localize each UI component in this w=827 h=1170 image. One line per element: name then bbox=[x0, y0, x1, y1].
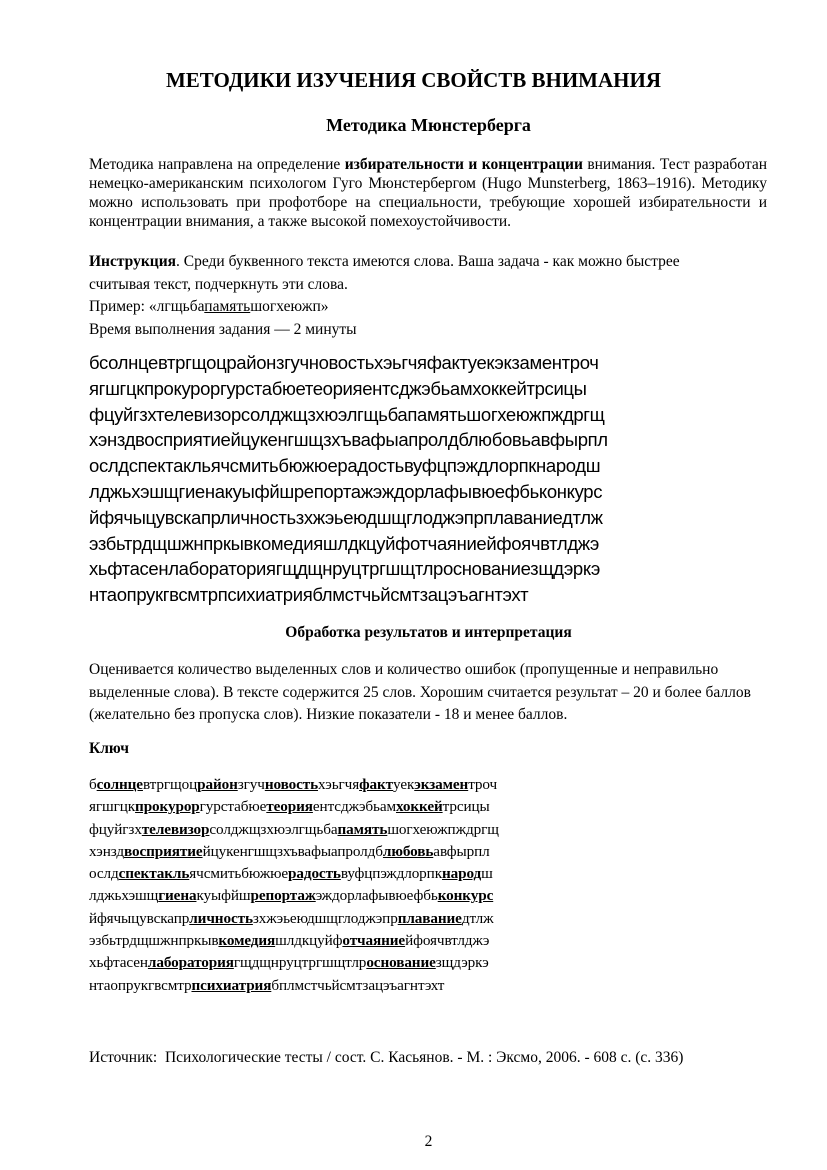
example-line bbox=[89, 296, 769, 319]
key-word: теория bbox=[266, 798, 313, 816]
intro-bold-phrase: избирательности и концентрации bbox=[344, 156, 583, 173]
key-filler: втргщоц bbox=[142, 776, 198, 793]
intro-text-after: внимания. Тест разработан немецко-американским психологом Гуго Мюнстербергом (Hugo Munsterberg, 1863–1916). Методику можно использовать при профотборе на специальности, требующие хорошей избирательности и концентрации внимания, а также высокой помехоустойчивости. bbox=[89, 156, 767, 230]
letter-grid-row: нтаопрукгвсмтрпсихиатрияблмстчьйсмтзацэъагнтэхт bbox=[89, 584, 529, 606]
key-filler: троч bbox=[468, 776, 498, 793]
key-word: народ bbox=[442, 865, 482, 883]
results-paragraph: Оценивается количество выделенных слов и количество ошибок (пропущенные и неправильно выделенные слова). В тексте содержится 25 слов. Хорошим считается результат – 20 и более баллов (желательно без пропуска слов). Низкие показатели - 18 и менее баллов. bbox=[89, 661, 751, 723]
key-row bbox=[89, 819, 499, 841]
key-word: основание bbox=[366, 954, 436, 972]
key-word: экзамен bbox=[414, 776, 469, 793]
key-filler: шогхеюжпждргщ bbox=[387, 820, 499, 838]
key-filler: бплмстчьйсмтзацэъагнтэхт bbox=[271, 976, 445, 994]
key-word: комедия bbox=[218, 932, 276, 950]
key-row bbox=[89, 796, 499, 818]
key-word: телевизор bbox=[141, 820, 210, 838]
key-row bbox=[89, 863, 499, 885]
key-filler: трсицы bbox=[442, 798, 490, 816]
results-heading: Обработка результатов и интерпретация bbox=[285, 624, 572, 641]
instruction-line-2: считывая текст, подчеркнуть эти слова. bbox=[89, 275, 348, 293]
key-filler: шлдкцуйф bbox=[275, 932, 343, 950]
key-filler: фцуйгзх bbox=[89, 820, 142, 838]
letter-grid bbox=[89, 350, 608, 608]
key-filler: уек bbox=[393, 776, 415, 793]
letter-grid-row: ослдспектакльячсмитьбюжюерадостьвуфцпэждлорпкнародш bbox=[89, 455, 601, 477]
key-row bbox=[89, 908, 499, 930]
key-word: репортаж bbox=[250, 887, 316, 905]
key-filler: згуч bbox=[237, 776, 265, 793]
letter-grid-row: лджьхэшщгиенакуыфйшрепортажэждорлафывюефбьконкурс bbox=[89, 480, 603, 502]
key-filler: гурстабюе bbox=[199, 798, 267, 816]
key-filler: ш bbox=[481, 865, 493, 883]
time-limit-line: Время выполнения задания — 2 минуты bbox=[89, 320, 357, 338]
example-suffix: шогхеюжп» bbox=[250, 298, 329, 315]
key-word: прокурор bbox=[135, 798, 200, 816]
key-word: гиена bbox=[158, 887, 197, 905]
key-filler: хэнзд bbox=[89, 842, 124, 860]
key-row bbox=[89, 952, 499, 974]
key-word: любовь bbox=[382, 842, 434, 860]
key-word: плавание bbox=[397, 909, 462, 927]
example-prefix: Пример: «лгщьба bbox=[89, 298, 205, 315]
letter-grid-row: ягшгцкпрокуроргурстабюетеорияентсджэбьамхоккейтрсицы bbox=[89, 377, 587, 399]
key-word: факт bbox=[359, 776, 394, 793]
key-filler: зщдэркэ bbox=[435, 954, 489, 972]
key-filler: йфоячвтлджэ bbox=[405, 932, 490, 950]
letter-grid-row: фцуйгзхтелевизорсолджщзхюэлгщьбапамятьшогхеюжпждргщ bbox=[89, 403, 605, 425]
key-filler: йфячыцувскапр bbox=[89, 909, 190, 927]
key-row bbox=[89, 930, 499, 952]
key-word: район bbox=[197, 776, 238, 793]
letter-grid-row: бсолнцевтргщоцрайонзгучновостьхэьгчяфактуекэкзаментроч bbox=[89, 352, 599, 373]
key-filler: ентсджэбьам bbox=[312, 798, 396, 816]
letter-grid-row: хьфтасенлабораториягщдщнруцтргшщтлроснованиезщдэркэ bbox=[89, 558, 600, 580]
key-row bbox=[89, 774, 499, 796]
key-filler: нтаопрукгвсмтр bbox=[89, 976, 192, 994]
example-word: память bbox=[204, 298, 251, 315]
letter-grid-row: йфячыцувскапрличностьзхжэьеюдшщглоджэпрплаваниедтлж bbox=[89, 506, 603, 528]
instruction-text: . Среди буквенного текста имеются слова. Ваша задача - как можно быстрее bbox=[176, 253, 680, 270]
key-word: спектакль bbox=[118, 865, 190, 883]
key-filler: б bbox=[89, 776, 97, 793]
key-filler: дтлж bbox=[461, 909, 494, 927]
intro-text-before: Методика направлена на определение bbox=[89, 156, 345, 173]
key-row bbox=[89, 975, 499, 997]
key-word: отчаяние bbox=[342, 932, 406, 950]
instruction-line-1 bbox=[89, 251, 769, 274]
key-filler: лджьхэшщ bbox=[89, 887, 159, 905]
page-title: МЕТОДИКИ ИЗУЧЕНИЯ СВОЙСТВ ВНИМАНИЯ bbox=[165, 68, 662, 92]
key-word: солнце bbox=[96, 776, 143, 793]
key-row bbox=[89, 841, 499, 863]
key-word: конкурс bbox=[437, 887, 494, 905]
key-filler: вуфцпэждлорпк bbox=[340, 865, 442, 883]
key-filler: эзбьтрдщшжнпркыв bbox=[89, 932, 219, 950]
instruction-label: Инструкция bbox=[89, 253, 177, 270]
key-word: личность bbox=[189, 909, 253, 927]
method-subtitle: Методика Мюнстерберга bbox=[326, 115, 531, 135]
key-word: память bbox=[337, 820, 388, 838]
answer-key-grid bbox=[89, 774, 499, 997]
instruction-block bbox=[89, 251, 769, 341]
key-filler: эждорлафывюефбь bbox=[315, 887, 438, 905]
key-filler: хьфтасен bbox=[89, 954, 148, 972]
key-word: лаборатория bbox=[147, 954, 234, 972]
key-word: новость bbox=[264, 776, 319, 793]
key-filler: ячсмитьбюжюе bbox=[189, 865, 289, 883]
key-word: психиатрия bbox=[191, 976, 272, 994]
key-filler: ослд bbox=[89, 865, 119, 883]
key-word: радость bbox=[288, 865, 341, 883]
key-filler: зхжэьеюдшщглоджэпр bbox=[252, 909, 398, 927]
key-filler: авфырпл bbox=[433, 842, 490, 860]
letter-grid-row: эзбьтрдщшжнпркывкомедияшлдкцуйфотчаяниейфоячвтлджэ bbox=[89, 532, 599, 554]
source-citation: Источник: Психологические тесты / сост. С. Касьянов. - М. : Эксмо, 2006. - 608 с. (с. 336) bbox=[89, 1049, 684, 1066]
key-word: восприятие bbox=[124, 842, 203, 860]
key-filler: хэьгчя bbox=[318, 776, 360, 793]
page-number: 2 bbox=[424, 1133, 433, 1150]
key-filler: ягшгцк bbox=[89, 798, 136, 816]
key-filler: йцукенгшщзхъвафыапролдб bbox=[202, 842, 383, 860]
key-row bbox=[89, 885, 499, 907]
key-filler: куыфйш bbox=[196, 887, 251, 905]
key-filler: солджщзхюэлгщьба bbox=[209, 820, 338, 838]
key-heading: Ключ bbox=[89, 740, 129, 757]
key-filler: гщдщнруцтргшщтлр bbox=[233, 954, 367, 972]
intro-paragraph bbox=[89, 155, 767, 231]
letter-grid-row: хэнздвосприятиейцукенгшщзхъвафыапролдблюбовьавфырпл bbox=[89, 429, 608, 451]
key-word: хоккей bbox=[395, 798, 443, 816]
